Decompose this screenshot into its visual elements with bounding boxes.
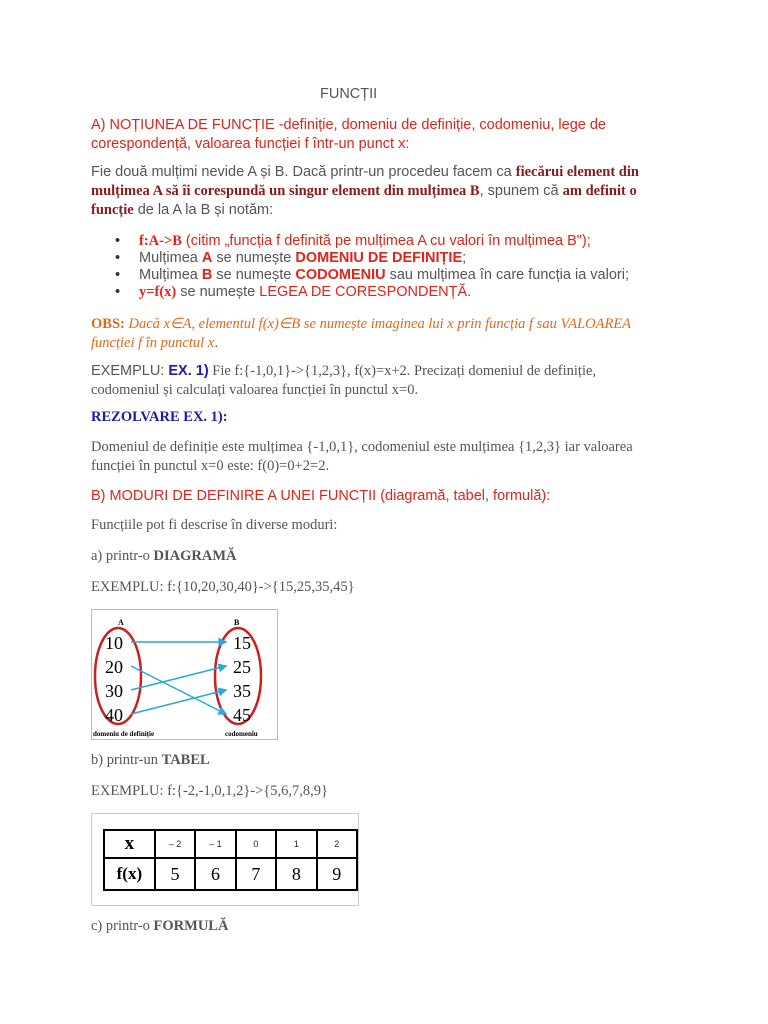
codomain-term: CODOMENIU bbox=[295, 267, 386, 283]
solution-line2: funcției în punctul x=0 este: f(0)=0+2=2. bbox=[91, 458, 330, 474]
intro-bold-4: funcție bbox=[91, 202, 134, 218]
set-a-label: A bbox=[118, 618, 124, 627]
mode-c-bold: FORMULĂ bbox=[153, 918, 229, 934]
table-cell: 0 bbox=[236, 830, 276, 858]
bullet-icon: • bbox=[115, 233, 121, 249]
section-b-end: : bbox=[546, 488, 551, 504]
intro-bold-2: mulțimea A să îi corespundă un singur element din mulțimea B bbox=[91, 183, 480, 199]
table-cell: 7 bbox=[236, 858, 276, 890]
page-title: FUNCȚII bbox=[320, 86, 378, 102]
bullet-icon: • bbox=[115, 267, 121, 283]
table-cell: – 1 bbox=[195, 830, 235, 858]
table-example: EXEMPLU: f:{-2,-1,0,1,2}->{5,6,7,8,9} bbox=[91, 783, 328, 799]
section-b-heading bbox=[91, 488, 550, 504]
solution-line1: Domeniul de definiție este mulțimea {-1,0,1}, codomeniul este mulțimea {1,2,3} iar valoarea bbox=[91, 439, 633, 455]
item-text: Mulțimea bbox=[139, 267, 202, 283]
example-line2: codomeniul și calculați valoarea funcției în punctul x=0. bbox=[91, 382, 419, 398]
example-1 bbox=[91, 362, 596, 400]
obs-line1: Dacă x∈A, elementul f(x)∈B se numește imaginea lui x prin funcția f sau VALOAREA bbox=[124, 316, 632, 332]
mode-a-label bbox=[91, 548, 237, 565]
list-item bbox=[115, 250, 629, 267]
bullet-icon: • bbox=[115, 250, 121, 266]
mode-a-prefix: a) printr-o bbox=[91, 548, 154, 564]
codomain-value: 25 bbox=[233, 657, 251, 677]
table-cell: 9 bbox=[317, 858, 357, 890]
codomain-caption: codomeniu bbox=[225, 730, 258, 738]
section-b-tail: (diagramă, tabel, formulă) bbox=[380, 488, 547, 504]
list-item bbox=[115, 284, 629, 301]
item-text: se numește bbox=[212, 250, 296, 266]
diagram-example: EXEMPLU: f:{10,20,30,40}->{15,25,35,45} bbox=[91, 579, 355, 595]
intro-text-2: , spunem că bbox=[479, 183, 563, 199]
intro-bold-3: am definit o bbox=[562, 183, 637, 199]
intro-text-3: de la A la B și notăm: bbox=[133, 202, 274, 218]
codomain-value: 45 bbox=[233, 705, 251, 725]
bullet-icon: • bbox=[115, 284, 121, 300]
set-a: A bbox=[201, 250, 213, 266]
observation bbox=[91, 315, 631, 353]
domain-value: 40 bbox=[105, 705, 123, 725]
example-number: EX. 1) bbox=[168, 363, 209, 379]
notation-bold: f:A->B bbox=[139, 233, 182, 249]
rule-term: LEGEA DE CORESPONDENȚĂ bbox=[259, 284, 468, 300]
table-cell: 8 bbox=[276, 858, 316, 890]
definition-list bbox=[115, 233, 629, 301]
section-b-intro: Funcțiile pot fi descrise în diverse moduri: bbox=[91, 517, 338, 533]
table-frame bbox=[91, 813, 359, 906]
table-cell: 1 bbox=[276, 830, 316, 858]
item-text: ; bbox=[462, 250, 467, 266]
obs-line2-end: . bbox=[214, 335, 219, 351]
domain-value: 10 bbox=[105, 633, 123, 653]
item-text: se numește bbox=[176, 284, 260, 300]
section-a-heading bbox=[91, 116, 606, 154]
table-cell: 5 bbox=[155, 858, 195, 890]
mode-b-label bbox=[91, 752, 210, 769]
intro-paragraph bbox=[91, 163, 691, 220]
solution-heading: REZOLVARE EX. 1): bbox=[91, 409, 228, 425]
table-cell: – 2 bbox=[155, 830, 195, 858]
item-text: Mulțimea bbox=[139, 250, 202, 266]
item-text: . bbox=[467, 284, 472, 300]
mapping-diagram bbox=[91, 609, 278, 740]
mode-c-label bbox=[91, 918, 228, 935]
codomain-value: 15 bbox=[233, 633, 251, 653]
mode-a-bold: DIAGRAMĂ bbox=[153, 548, 237, 564]
table-header-x: x bbox=[104, 830, 155, 858]
set-b: B bbox=[201, 267, 213, 283]
list-item bbox=[115, 267, 629, 284]
table-row bbox=[104, 830, 357, 858]
mode-b-prefix: b) printr-un bbox=[91, 752, 162, 768]
section-a-heading-line2: corespondență, valoarea funcției f într-un punct x: bbox=[91, 136, 410, 152]
domain-value: 30 bbox=[105, 681, 123, 701]
domain-caption: domeniu de definiție bbox=[93, 730, 155, 738]
section-a-heading-line1: A) NOȚIUNEA DE FUNCȚIE -definiție, domeniu de definiție, codomeniu, lege de bbox=[91, 117, 606, 133]
solution-text bbox=[91, 438, 633, 476]
section-b-title: B) MODURI DE DEFINIRE A UNEI FUNCȚII bbox=[91, 488, 381, 504]
item-text: sau mulțimea în care funcția ia valori; bbox=[385, 267, 629, 283]
intro-text-1: Fie două mulțimi nevide A și B. Dacă printr-un procedeu facem ca bbox=[91, 164, 516, 180]
table-cell: 2 bbox=[317, 830, 357, 858]
mode-b-bold: TABEL bbox=[161, 752, 210, 768]
domain-value: 20 bbox=[105, 657, 123, 677]
table-cell: 6 bbox=[195, 858, 235, 890]
rule-bold: y=f(x) bbox=[139, 284, 177, 300]
mode-c-prefix: c) printr-o bbox=[91, 918, 154, 934]
intro-bold-1: fiecărui element din bbox=[515, 164, 639, 180]
list-item bbox=[115, 233, 629, 250]
obs-line2: funcției f în punctul x bbox=[91, 335, 215, 351]
table-row bbox=[104, 858, 357, 890]
domain-term: DOMENIU DE DEFINIȚIE bbox=[295, 250, 463, 266]
item-text: se numește bbox=[212, 267, 296, 283]
example-line1: Fie f:{-1,0,1}->{1,2,3}, f(x)=x+2. Precizați domeniul de definiție, bbox=[208, 363, 597, 379]
codomain-value: 35 bbox=[233, 681, 251, 701]
set-b-label: B bbox=[234, 618, 240, 627]
table-header-fx: f(x) bbox=[104, 858, 155, 890]
example-label: EXEMPLU: bbox=[91, 363, 169, 379]
obs-label: OBS: bbox=[91, 316, 125, 332]
notation-text: (citim „funcția f definită pe mulțimea A cu valori în mulțimea B"); bbox=[181, 233, 591, 249]
function-table bbox=[103, 829, 358, 891]
